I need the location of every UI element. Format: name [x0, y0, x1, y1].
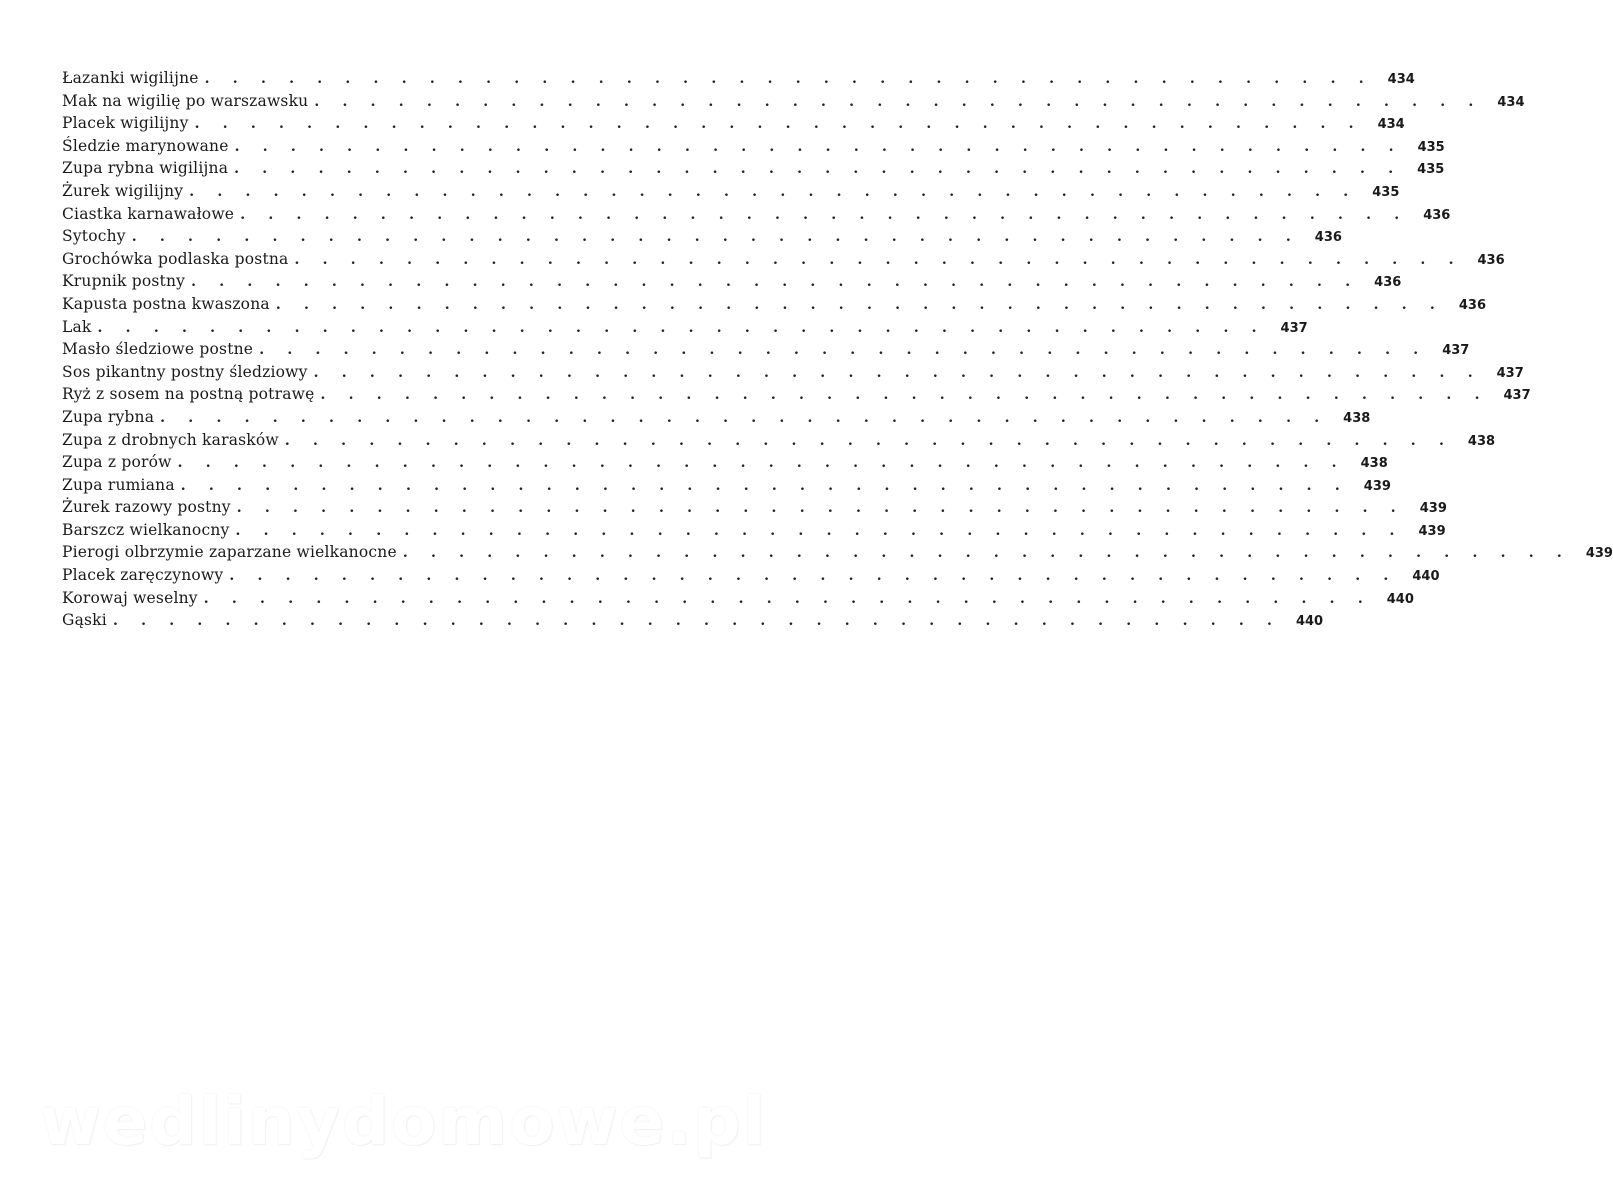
toc-entry-title: Żurek wigilijny — [62, 181, 184, 200]
toc-entry-title: Placek zaręczynowy — [62, 566, 224, 585]
dot-leader: . . . . . . . . . . . . . . . . . . . . . . . . . . . . . . . . . . . . . . . . . . — [313, 364, 1482, 381]
toc-entry-title: Zupa rumiana — [62, 475, 175, 494]
toc-entry — [62, 225, 1342, 248]
toc-entry-title: Ryż z sosem na postną potrawę — [62, 385, 315, 404]
toc-entry-page: 438 — [1360, 456, 1388, 472]
toc-entry-page: 439 — [1419, 501, 1447, 517]
toc-entry — [62, 203, 1451, 226]
dot-leader: . . . . . . . . . . . . . . . . . . . . . . . . . . . . . . . . . . . . . . . . . . — [402, 545, 1571, 562]
toc-entry-title: Mak na wigilię po warszawsku — [62, 91, 309, 110]
dot-leader: . . . . . . . . . . . . . . . . . . . . . . . . . . . . . . . . . . . . . . . . . . — [294, 251, 1463, 268]
toc-entry-page: 438 — [1343, 410, 1371, 426]
watermark: wedlinydomowe.pl — [39, 1083, 768, 1160]
toc-entry-page: 440 — [1295, 614, 1324, 630]
dot-leader: . . . . . . . . . . . . . . . . . . . . . . . . . . . . . . . . . . . . . . . . . . — [204, 71, 1373, 87]
dot-leader: . . . . . . . . . . . . . . . . . . . . . . . . . . . . . . . . . . . . . . . . . . — [97, 319, 1266, 336]
toc-entry — [62, 361, 1524, 384]
toc-entry-page: 437 — [1280, 320, 1308, 336]
toc-entry-title: Zupa rybna — [62, 407, 155, 426]
toc-entry-page: 437 — [1503, 388, 1531, 404]
toc-entry — [62, 429, 1496, 452]
toc-entry-page: 436 — [1374, 275, 1402, 291]
toc-entry-page: 437 — [1442, 343, 1470, 359]
dot-leader: . . . . . . . . . . . . . . . . . . . . . . . . . . . . . . . . . . . . . . . . . . — [177, 455, 1346, 472]
toc-entry-title: Placek wigilijny — [62, 114, 189, 133]
toc-entry-title: Grochówka podlaska postna — [62, 249, 289, 268]
dot-leader: . . . . . . . . . . . . . . . . . . . . . . . . . . . . . . . . . . . . . . . . . . — [320, 387, 1489, 404]
toc-entry-page: 435 — [1372, 184, 1400, 200]
dot-leader: . . . . . . . . . . . . . . . . . . . . . . . . . . . . . . . . . . . . . . . . . . — [234, 138, 1403, 155]
toc-entry-title: Zupa z porów — [62, 453, 172, 472]
toc-entry-title: Zupa rybna wigilijna — [62, 159, 229, 178]
toc-entry — [62, 293, 1486, 316]
toc-entry — [62, 248, 1505, 271]
toc-entry-title: Lak — [62, 317, 92, 336]
toc-entry-page: 434 — [1377, 117, 1405, 133]
toc-entry-page: 434 — [1497, 94, 1525, 110]
dot-leader: . . . . . . . . . . . . . . . . . . . . . . . . . . . . . . . . . . . . . . . . . . — [236, 500, 1405, 517]
toc-entry — [62, 383, 1531, 406]
toc-entry-title: Sytochy — [62, 227, 126, 246]
dot-leader: . . . . . . . . . . . . . . . . . . . . . . . . . . . . . . . . . . . . . . . . . . — [131, 229, 1300, 246]
dot-leader: . . . . . . . . . . . . . . . . . . . . . . . . . . . . . . . . . . . . . . . . . . — [314, 93, 1483, 110]
toc-entry — [62, 90, 1525, 113]
dot-leader: . . . . . . . . . . . . . . . . . . . . . . . . . . . . . . . . . . . . . . . . . . — [203, 590, 1372, 607]
toc-entry — [62, 564, 1440, 587]
toc-entry — [62, 496, 1447, 519]
toc-entry-page: 436 — [1458, 297, 1486, 313]
toc-entry-page: 440 — [1412, 569, 1440, 585]
toc-entry-page: 434 — [1387, 72, 1415, 87]
toc-entry-title: Zupa z drobnych karasków — [62, 430, 279, 449]
dot-leader: . . . . . . . . . . . . . . . . . . . . . . . . . . . . . . . . . . . . . . . . . . — [189, 183, 1358, 200]
toc-entry-page: 435 — [1417, 162, 1445, 178]
toc-entry — [62, 609, 1324, 632]
toc-entry — [62, 270, 1402, 293]
table-of-contents — [62, 67, 1613, 632]
toc-entry-page: 436 — [1423, 207, 1451, 223]
toc-entry — [62, 451, 1388, 474]
dot-leader: . . . . . . . . . . . . . . . . . . . . . . . . . . . . . . . . . . . . . . . . . . — [235, 522, 1404, 539]
toc-entry-page: 438 — [1467, 433, 1496, 449]
dot-leader: . . . . . . . . . . . . . . . . . . . . . . . . . . . . . . . . . . . . . . . . . . — [160, 409, 1329, 426]
dot-leader: . . . . . . . . . . . . . . . . . . . . . . . . . . . . . . . . . . . . . . . . . . — [194, 116, 1363, 133]
toc-entry-title: Sos pikantny postny śledziowy — [62, 362, 308, 381]
toc-entry-title: Gąski — [62, 611, 107, 630]
toc-entry-page: 440 — [1386, 591, 1414, 607]
dot-leader: . . . . . . . . . . . . . . . . . . . . . . . . . . . . . . . . . . . . . . . . . . — [112, 613, 1282, 630]
toc-entry — [62, 157, 1445, 180]
toc-entry-page: 437 — [1496, 365, 1524, 381]
toc-entry — [62, 541, 1613, 564]
toc-entry — [62, 406, 1371, 429]
toc-entry — [62, 316, 1308, 339]
toc-entry-page: 435 — [1417, 139, 1445, 155]
toc-entry-title: Korowaj weselny — [62, 588, 198, 607]
toc-entry-title: Kapusta postna kwaszona — [62, 294, 270, 313]
toc-entry-title: Śledzie marynowane — [62, 136, 229, 155]
toc-entry — [62, 135, 1445, 158]
dot-leader: . . . . . . . . . . . . . . . . . . . . . . . . . . . . . . . . . . . . . . . . . . — [229, 568, 1398, 585]
toc-entry-title: Masło śledziowe postne — [62, 340, 254, 359]
toc-entry — [62, 67, 1415, 90]
dot-leader: . . . . . . . . . . . . . . . . . . . . . . . . . . . . . . . . . . . . . . . . . . — [240, 206, 1409, 223]
toc-entry-title: Żurek razowy postny — [62, 498, 231, 517]
toc-entry-page: 436 — [1477, 252, 1505, 268]
dot-leader: . . . . . . . . . . . . . . . . . . . . . . . . . . . . . . . . . . . . . . . . . . — [180, 477, 1349, 494]
toc-entry — [62, 180, 1400, 203]
toc-entry-title: Krupnik postny — [62, 272, 186, 291]
dot-leader: . . . . . . . . . . . . . . . . . . . . . . . . . . . . . . . . . . . . . . . . . . — [259, 342, 1428, 359]
toc-entry — [62, 338, 1470, 361]
dot-leader: . . . . . . . . . . . . . . . . . . . . . . . . . . . . . . . . . . . . . . . . . . — [234, 161, 1403, 178]
toc-entry — [62, 587, 1414, 610]
toc-entry-title: Łazanki wigilijne — [62, 69, 199, 87]
toc-entry-page: 436 — [1314, 230, 1342, 246]
toc-entry-title: Pierogi olbrzymie zaparzane wielkanocne — [62, 543, 397, 562]
toc-entry — [62, 474, 1391, 497]
toc-entry — [62, 519, 1446, 542]
toc-entry-page: 439 — [1418, 523, 1446, 539]
toc-entry-page: 439 — [1585, 546, 1613, 562]
toc-entry-page: 439 — [1363, 478, 1391, 494]
dot-leader: . . . . . . . . . . . . . . . . . . . . . . . . . . . . . . . . . . . . . . . . . . — [275, 296, 1444, 313]
dot-leader: . . . . . . . . . . . . . . . . . . . . . . . . . . . . . . . . . . . . . . . . . . — [284, 432, 1454, 449]
toc-entry-title: Barszcz wielkanocny — [62, 520, 230, 539]
toc-entry-title: Ciastka karnawałowe — [62, 204, 235, 223]
dot-leader: . . . . . . . . . . . . . . . . . . . . . . . . . . . . . . . . . . . . . . . . . . — [191, 274, 1360, 291]
toc-entry — [62, 112, 1405, 135]
